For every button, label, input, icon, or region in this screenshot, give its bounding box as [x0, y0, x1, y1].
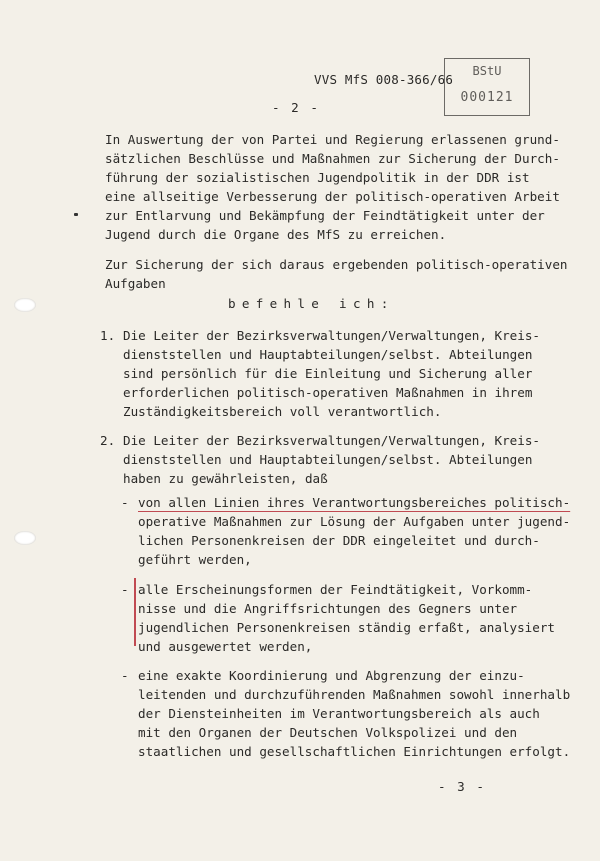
bullet-dash: - — [121, 495, 129, 510]
sub-item-text — [138, 493, 578, 569]
stamp-number: 000121 — [460, 90, 514, 105]
text-line: In Auswertung der von Partei und Regierung erlassenen grund- — [105, 132, 560, 147]
bullet-dash: - — [121, 582, 129, 597]
text-line: alle Erscheinungsformen der Feindtätigkeit, Vorkomm- — [138, 582, 533, 597]
text-line: Zur Sicherung der sich daraus ergebenden politisch-operativen — [105, 257, 568, 272]
stamp-label: BStU — [472, 64, 502, 78]
document-reference: VVS MfS 008-366/66 — [314, 72, 454, 87]
item-text — [123, 326, 573, 421]
text-line: nisse und die Angriffsrichtungen des Gegners unter — [138, 601, 518, 616]
underlined-line: von allen Linien ihres Verantwortungsbereiches politisch- — [138, 495, 571, 510]
item-number: 1. — [100, 328, 116, 343]
sub-item-text — [138, 666, 578, 761]
ink-mark — [74, 213, 78, 216]
text-line: Die Leiter der Bezirksverwaltungen/Verwaltungen, Kreis- — [123, 328, 541, 343]
item-number: 2. — [100, 433, 116, 448]
text-line: lichen Personenkreisen der DDR eingeleitet und durch- — [138, 533, 540, 548]
page-number: - 2 - — [272, 100, 320, 115]
text-line: eine allseitige Verbesserung der politisch-operativen Arbeit — [105, 189, 560, 204]
text-line: jugendlichen Personenkreisen ständig erfaßt, analysiert — [138, 620, 556, 635]
next-page-marker: - 3 - — [438, 779, 486, 794]
text-line: Jugend durch die Organe des MfS zu erreichen. — [105, 227, 447, 242]
text-line: sätzlichen Beschlüsse und Maßnahmen zur Sicherung der Durch- — [105, 151, 560, 166]
text-line: staatlichen und gesellschaftlichen Einrichtungen erfolgt. — [138, 744, 571, 759]
text-line: führung der sozialistischen Jugendpolitik in der DDR ist — [105, 170, 530, 185]
intro-paragraph — [105, 130, 575, 244]
punch-hole — [14, 298, 36, 312]
text-line: sind persönlich für die Einleitung und Sicherung aller — [123, 366, 533, 381]
text-line: geführt werden, — [138, 552, 252, 567]
text-line: erforderlichen politisch-operativen Maßnahmen in ihrem — [123, 385, 533, 400]
text-line: der Diensteinheiten im Verantwortungsbereich als auch — [138, 706, 540, 721]
margin-mark — [134, 578, 136, 646]
bullet-dash: - — [121, 668, 129, 683]
text-line: dienststellen und Hauptabteilungen/selbst. Abteilungen — [123, 452, 533, 467]
text-line: und ausgewertet werden, — [138, 639, 313, 654]
sub-item-text — [138, 580, 578, 656]
text-line: operative Maßnahmen zur Lösung der Aufgaben unter jugend- — [138, 514, 571, 529]
text-line: mit den Organen der Deutschen Volkspolizei und den — [138, 725, 518, 740]
preamble-paragraph — [105, 255, 575, 293]
punch-hole — [14, 531, 36, 545]
text-line: haben zu gewährleisten, daß — [123, 471, 328, 486]
text-line: Die Leiter der Bezirksverwaltungen/Verwaltungen, Kreis- — [123, 433, 541, 448]
text-line: zur Entlarvung und Bekämpfung der Feindtätigkeit unter der — [105, 208, 545, 223]
text-line: leitenden und durchzuführenden Maßnahmen sowohl innerhalb — [138, 687, 571, 702]
text-line: eine exakte Koordinierung und Abgrenzung der einzu- — [138, 668, 525, 683]
item-text — [123, 431, 573, 488]
text-line: Aufgaben — [105, 276, 166, 291]
archive-stamp — [444, 58, 530, 116]
text-line: Zuständigkeitsbereich voll verantwortlich. — [123, 404, 442, 419]
order-heading: befehle ich: — [228, 296, 395, 311]
text-line: dienststellen und Hauptabteilungen/selbst. Abteilungen — [123, 347, 533, 362]
